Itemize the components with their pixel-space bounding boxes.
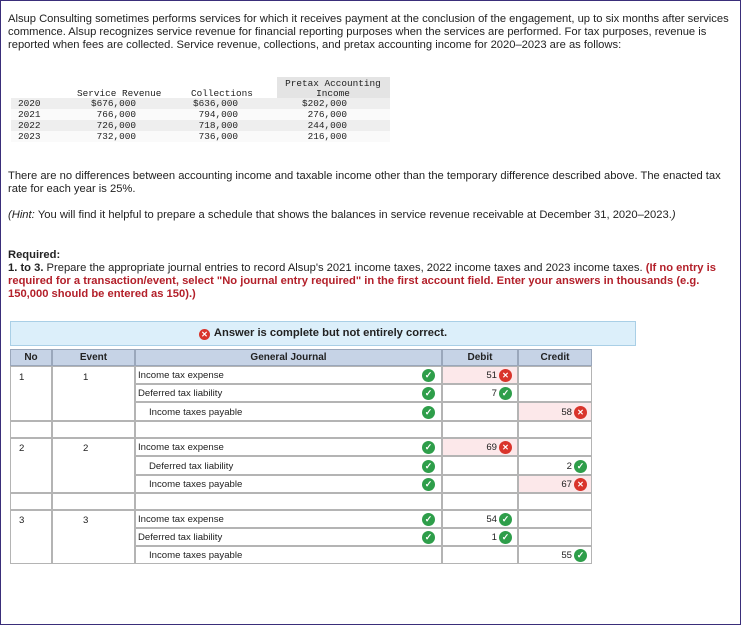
debit-field[interactable] bbox=[442, 546, 518, 564]
account-field[interactable]: Income taxes payable bbox=[135, 546, 442, 564]
debit-field[interactable]: 69 ✕ bbox=[442, 438, 518, 456]
check-icon: ✓ bbox=[422, 369, 435, 382]
account-field[interactable]: Income taxes payable ✓ bbox=[135, 402, 442, 421]
pretax-cell: 276,000 bbox=[307, 109, 347, 120]
problem-intro: Alsup Consulting sometimes performs services for which it receives payment at the conclusion of the engagement, up to six months after services commence. Alsup recognizes service revenue for financial reporting purposes when the services are performed. For tax purposes, revenue is reported when fees are collected. Service revenue, collections, and pretax accounting income for 2020–2023 are as follows: bbox=[8, 13, 729, 51]
revenue-data-table bbox=[11, 77, 390, 170]
check-icon: ✓ bbox=[574, 460, 587, 473]
pretax-cell: 244,000 bbox=[307, 120, 347, 131]
spacer-cell bbox=[442, 421, 518, 438]
x-icon: ✕ bbox=[574, 478, 587, 491]
debit-field[interactable]: 1 ✓ bbox=[442, 528, 518, 546]
spacer-cell bbox=[135, 421, 442, 438]
column-header-debit: Debit bbox=[442, 349, 518, 366]
account-field[interactable]: Income taxes payable ✓ bbox=[135, 475, 442, 493]
year-cell: 2021 bbox=[18, 109, 41, 120]
credit-field[interactable]: 67 ✕ bbox=[518, 475, 592, 493]
year-cell: 2022 bbox=[18, 120, 41, 131]
pretax-cell: $202,000 bbox=[301, 98, 347, 109]
account-field[interactable]: Income tax expense ✓ bbox=[135, 510, 442, 528]
debit-field[interactable] bbox=[442, 402, 518, 421]
column-header-pretax-2: Income bbox=[316, 88, 350, 99]
entry-number-cell: 2 bbox=[10, 438, 52, 493]
check-icon: ✓ bbox=[499, 513, 512, 526]
check-icon: ✓ bbox=[422, 513, 435, 526]
x-icon: ✕ bbox=[499, 369, 512, 382]
credit-field[interactable] bbox=[518, 366, 592, 384]
check-icon: ✓ bbox=[422, 387, 435, 400]
year-cell: 2020 bbox=[18, 98, 41, 109]
debit-field[interactable]: 54 ✓ bbox=[442, 510, 518, 528]
credit-field[interactable]: 58 ✕ bbox=[518, 402, 592, 421]
column-header-general-journal: General Journal bbox=[135, 349, 442, 366]
collections-cell: 736,000 bbox=[198, 131, 238, 142]
credit-field[interactable] bbox=[518, 510, 592, 528]
column-header-no: No bbox=[10, 349, 52, 366]
x-icon: ✕ bbox=[574, 406, 587, 419]
entry-number-cell: 1 bbox=[10, 366, 52, 421]
account-field[interactable]: Income tax expense ✓ bbox=[135, 366, 442, 384]
check-icon: ✓ bbox=[422, 531, 435, 544]
entry-number-cell: 3 bbox=[10, 510, 52, 564]
service-cell: 732,000 bbox=[96, 131, 136, 142]
spacer-cell bbox=[518, 493, 592, 510]
column-header-service-revenue: Service Revenue bbox=[77, 88, 162, 99]
credit-field[interactable] bbox=[518, 384, 592, 402]
collections-cell: 794,000 bbox=[198, 109, 238, 120]
column-header-credit: Credit bbox=[518, 349, 592, 366]
account-field[interactable]: Deferred tax liability ✓ bbox=[135, 528, 442, 546]
service-cell: $676,000 bbox=[91, 98, 137, 109]
check-icon: ✓ bbox=[422, 406, 435, 419]
event-cell: 3 bbox=[52, 510, 135, 564]
x-icon: ✕ bbox=[499, 441, 512, 454]
spacer-cell bbox=[518, 421, 592, 438]
instructions: 1. to 3. Prepare the appropriate journal entries to record Alsup's 2021 income taxes, 2022 income taxes and 2023 income taxes. (If no entry is required for a transaction/event, select "No journal entry required" in the first account field. Enter your answers in thousands (e.g. 150,000 should be entered as 150).) bbox=[8, 262, 716, 300]
column-header-event: Event bbox=[52, 349, 135, 366]
column-header-collections: Collections bbox=[191, 88, 253, 99]
account-field[interactable]: Income tax expense ✓ bbox=[135, 438, 442, 456]
service-cell: 726,000 bbox=[96, 120, 136, 131]
credit-field[interactable]: 2 ✓ bbox=[518, 456, 592, 475]
incorrect-icon: ✕ bbox=[199, 329, 210, 340]
hint-text: (Hint: You will find it helpful to prepare a schedule that shows the balances in service revenue receivable at December 31, 2020–2023.) bbox=[8, 209, 676, 221]
spacer-cell bbox=[52, 421, 135, 438]
event-cell: 1 bbox=[52, 366, 135, 421]
check-icon: ✓ bbox=[422, 441, 435, 454]
spacer-cell bbox=[10, 421, 52, 438]
collections-cell: 718,000 bbox=[198, 120, 238, 131]
spacer-cell bbox=[135, 493, 442, 510]
debit-field[interactable]: 7 ✓ bbox=[442, 384, 518, 402]
pretax-cell: 216,000 bbox=[307, 131, 347, 142]
check-icon: ✓ bbox=[499, 531, 512, 544]
temporary-difference-note: There are no differences between accounting income and taxable income other than the temporary difference described above. The enacted tax rate for each year is 25%. bbox=[8, 170, 721, 195]
account-field[interactable]: Deferred tax liability ✓ bbox=[135, 384, 442, 402]
check-icon: ✓ bbox=[499, 387, 512, 400]
debit-field[interactable] bbox=[442, 475, 518, 493]
spacer-cell bbox=[442, 493, 518, 510]
general-journal-table bbox=[10, 349, 592, 564]
debit-field[interactable]: 51 ✕ bbox=[442, 366, 518, 384]
account-field[interactable]: Deferred tax liability ✓ bbox=[135, 456, 442, 475]
collections-cell: $636,000 bbox=[192, 98, 238, 109]
event-cell: 2 bbox=[52, 438, 135, 493]
spacer-cell bbox=[10, 493, 52, 510]
spacer-cell bbox=[52, 493, 135, 510]
check-icon: ✓ bbox=[422, 460, 435, 473]
check-icon: ✓ bbox=[574, 549, 587, 562]
credit-field[interactable]: 55 ✓ bbox=[518, 546, 592, 564]
column-header-pretax-1: Pretax Accounting bbox=[285, 78, 381, 89]
debit-field[interactable] bbox=[442, 456, 518, 475]
year-cell: 2023 bbox=[18, 131, 41, 142]
required-label: Required: bbox=[8, 249, 61, 261]
credit-field[interactable] bbox=[518, 528, 592, 546]
check-icon: ✓ bbox=[422, 478, 435, 491]
credit-field[interactable] bbox=[518, 438, 592, 456]
service-cell: 766,000 bbox=[96, 109, 136, 120]
answer-status-banner: ✕ Answer is complete but not entirely correct. bbox=[10, 321, 636, 346]
